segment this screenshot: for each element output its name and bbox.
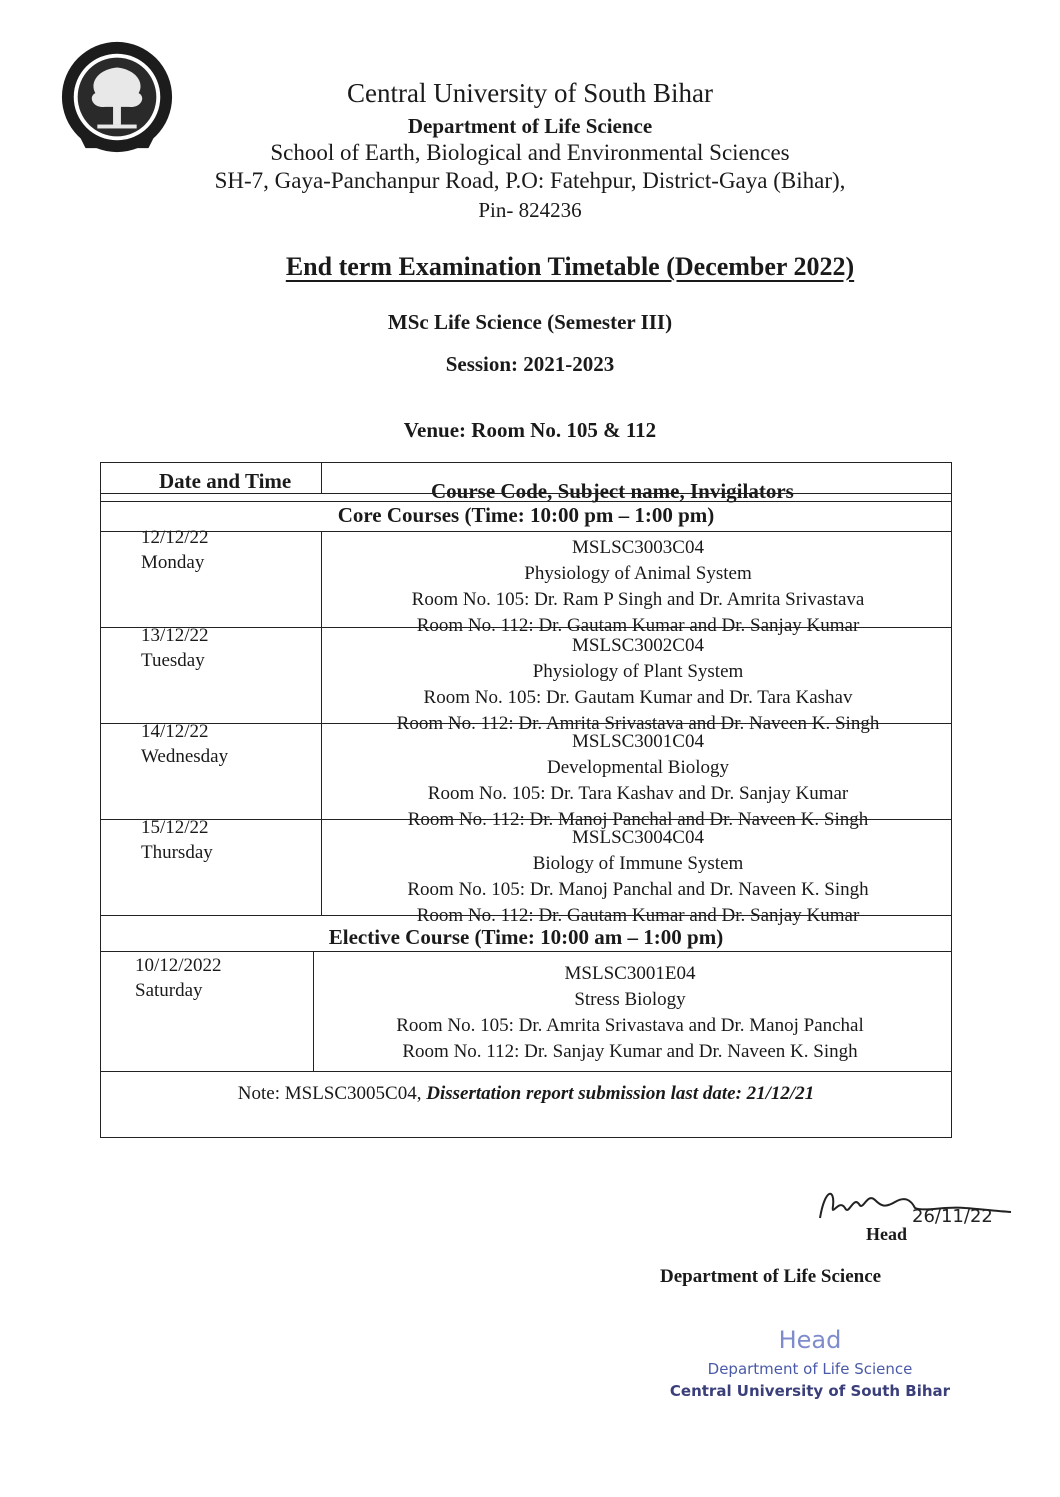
signature-date: 26/11/22 xyxy=(912,1206,993,1227)
row-divider xyxy=(101,501,951,502)
exam-date xyxy=(141,623,209,673)
subject-name: Developmental Biology xyxy=(546,757,730,778)
elective-course-heading: Elective Course (Time: 10:00 am – 1:00 pm) xyxy=(328,925,724,949)
column-header-course: Course Code, Subject name, Invigilators xyxy=(431,479,794,503)
column-divider xyxy=(313,951,314,1071)
invigilators-room-112: Room No. 112: Dr. Gautam Kumar and Dr. Sanjay Kumar xyxy=(416,615,860,636)
day: Saturday xyxy=(135,980,203,1001)
exam-date xyxy=(141,815,213,865)
venue: Venue: Room No. 105 & 112 xyxy=(403,418,657,442)
subject-name: Biology of Immune System xyxy=(532,853,744,874)
row-divider xyxy=(101,723,951,724)
row-divider xyxy=(101,531,951,532)
university-name: Central University of South Bihar xyxy=(347,78,713,108)
course-cell xyxy=(323,825,953,929)
invigilators-room-105: Room No. 105: Dr. Ram P Singh and Dr. Amrita Srivastava xyxy=(411,589,865,610)
course-cell xyxy=(323,729,953,833)
program-name: MSc Life Science (Semester III) xyxy=(387,310,673,334)
stamp-head: Head xyxy=(778,1326,842,1354)
exam-date xyxy=(141,525,209,575)
stamp-department: Department of Life Science xyxy=(707,1360,913,1378)
note xyxy=(101,1083,951,1105)
note-prefix: Note: MSLSC3005C04, xyxy=(237,1083,427,1104)
row-divider xyxy=(101,915,951,916)
date: 14/12/22 xyxy=(141,721,209,742)
course-cell xyxy=(323,535,953,639)
row-divider xyxy=(101,1071,951,1072)
core-courses-heading: Core Courses (Time: 10:00 pm – 1:00 pm) xyxy=(337,503,715,527)
course-code: MSLSC3001C04 xyxy=(572,731,704,752)
invigilators-room-105: Room No. 105: Dr. Manoj Panchal and Dr. Naveen K. Singh xyxy=(407,879,869,900)
department-name: Department of Life Science xyxy=(407,114,653,138)
exam-timetable xyxy=(100,462,952,1138)
row-divider xyxy=(101,819,951,820)
course-cell xyxy=(323,633,953,737)
row-divider xyxy=(101,627,951,628)
session: Session: 2021-2023 xyxy=(445,352,615,376)
header-divider xyxy=(321,463,322,493)
column-header-date: Date and Time xyxy=(159,469,292,493)
stamp-university: Central University of South Bihar xyxy=(669,1382,951,1400)
invigilators-room-112: Room No. 112: Dr. Gautam Kumar and Dr. Sanjay Kumar xyxy=(416,905,860,926)
subject-name: Physiology of Animal System xyxy=(524,563,752,584)
subject-name: Stress Biology xyxy=(574,989,686,1010)
day: Wednesday xyxy=(141,746,229,767)
course-code: MSLSC3002C04 xyxy=(572,635,704,656)
date: 10/12/2022 xyxy=(135,955,222,976)
invigilators-room-112: Room No. 112: Dr. Amrita Srivastava and Dr. Naveen K. Singh xyxy=(396,713,880,734)
school-name: School of Earth, Biological and Environmental Sciences xyxy=(270,140,790,165)
invigilators-room-112: Room No. 112: Dr. Manoj Panchal and Dr. Naveen K. Singh xyxy=(407,809,869,830)
subject-name: Physiology of Plant System xyxy=(532,661,744,682)
note-deadline: Dissertation report submission last date: 21/12/21 xyxy=(426,1083,815,1104)
exam-date xyxy=(141,719,228,769)
exam-date xyxy=(135,953,222,1003)
document-title: End term Examination Timetable (December 2022) xyxy=(285,252,855,281)
address: SH-7, Gaya-Panchanpur Road, P.O: Fatehpur, District-Gaya (Bihar), xyxy=(214,168,846,193)
day: Monday xyxy=(141,552,205,573)
day: Tuesday xyxy=(141,650,205,671)
signatory-role: Head xyxy=(866,1224,908,1244)
date: 13/12/22 xyxy=(141,625,209,646)
invigilators-room-105: Room No. 105: Dr. Tara Kashav and Dr. Sanjay Kumar xyxy=(427,783,849,804)
course-code: MSLSC3004C04 xyxy=(572,827,704,848)
invigilators-room-105: Room No. 105: Dr. Amrita Srivastava and Dr. Manoj Panchal xyxy=(396,1015,864,1036)
course-code: MSLSC3001E04 xyxy=(564,963,696,984)
signatory-department: Department of Life Science xyxy=(660,1266,882,1287)
row-divider xyxy=(101,493,951,494)
pin-code: Pin- 824236 xyxy=(478,198,582,222)
date: 12/12/22 xyxy=(141,527,209,548)
course-cell xyxy=(315,961,945,1065)
row-divider xyxy=(101,951,951,952)
invigilators-room-112: Room No. 112: Dr. Sanjay Kumar and Dr. Naveen K. Singh xyxy=(402,1041,858,1062)
date: 15/12/22 xyxy=(141,817,209,838)
invigilators-room-105: Room No. 105: Dr. Gautam Kumar and Dr. Tara Kashav xyxy=(423,687,853,708)
day: Thursday xyxy=(141,842,213,863)
course-code: MSLSC3003C04 xyxy=(572,537,704,558)
